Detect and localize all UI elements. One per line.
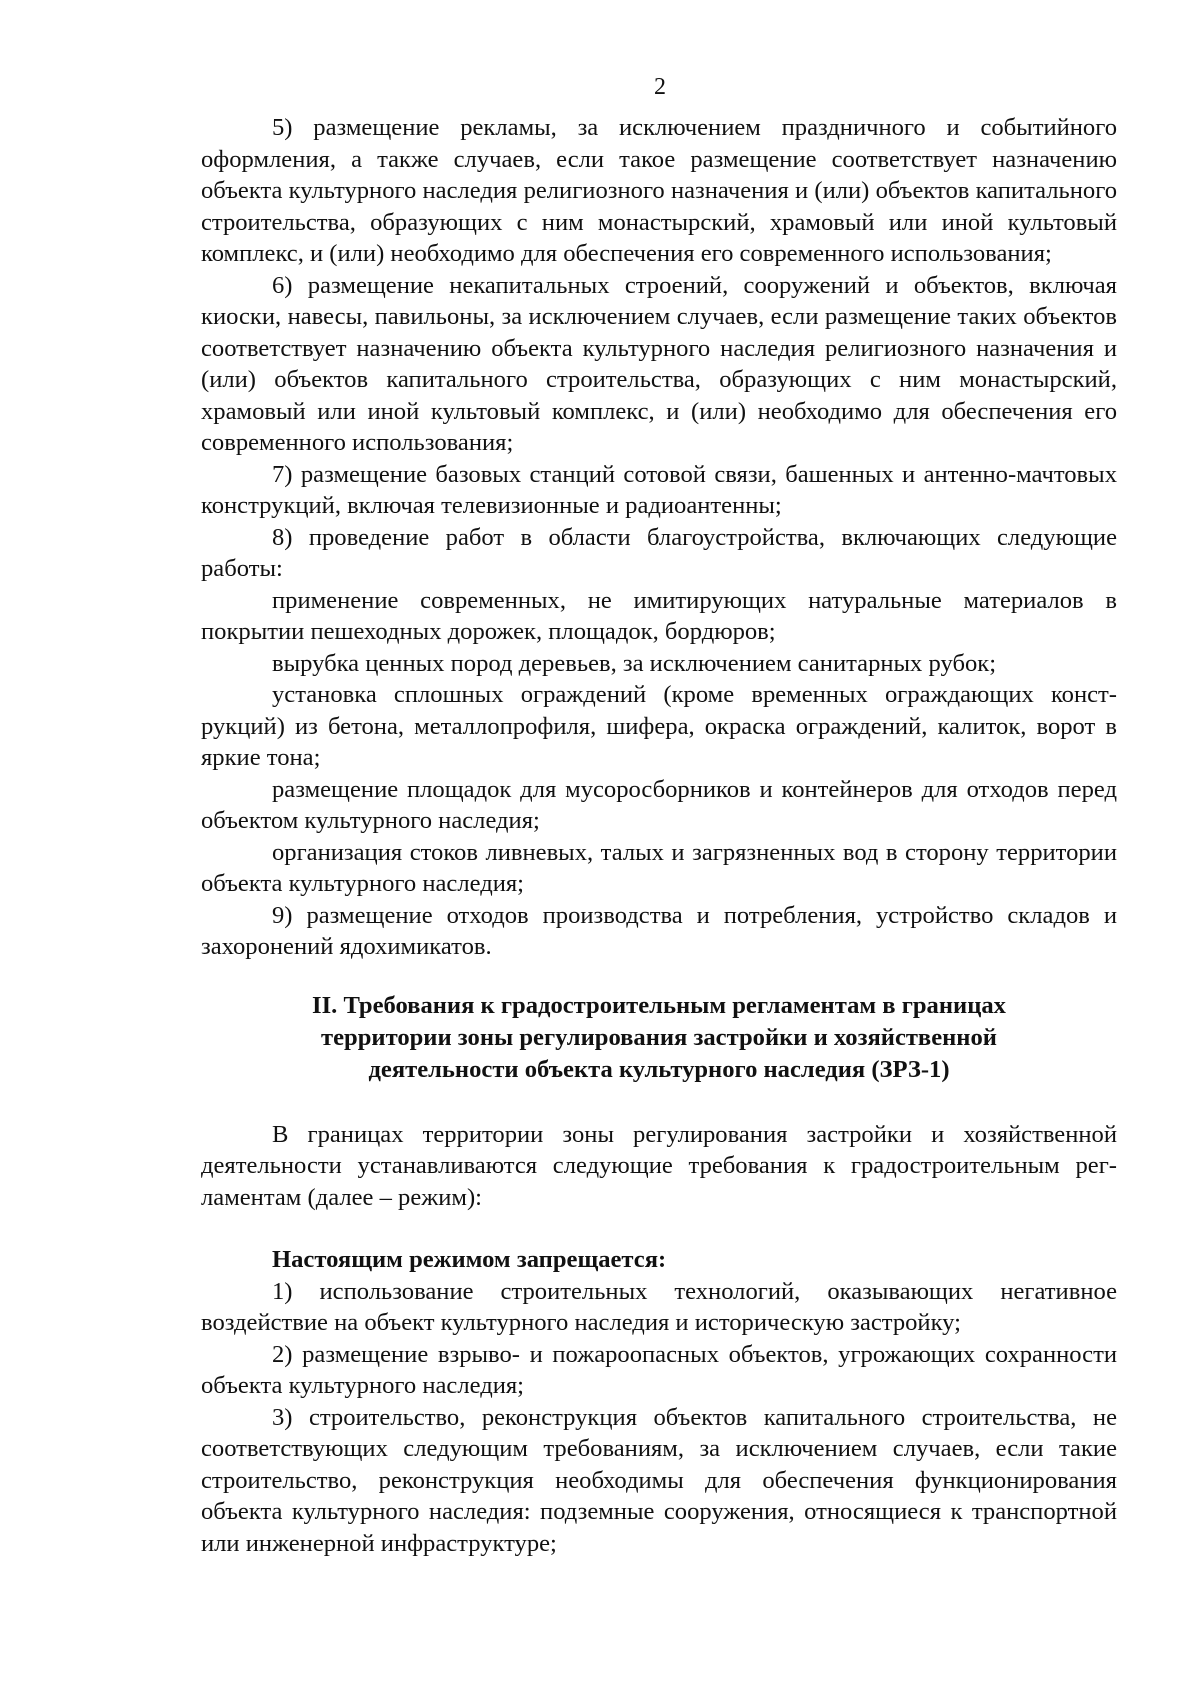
prohibition-2-explosive-objects: 2) размещение взрыво- и пожароопасных объектов, угрожающих сохранности объекта культурного наследия; (201, 1340, 1117, 1399)
section-heading (201, 990, 1117, 1086)
section-heading-line: деятельности объекта культурного наследия (ЗРЗ-1) (368, 1055, 950, 1083)
paragraph-9-waste-disposal: 9) размещение отходов производства и потребления, устройство складов и захоронений ядохимикатов. (201, 901, 1117, 960)
paragraph-8-landscaping: 8) проведение работ в области благоустройства, включающих следующие работы: (201, 523, 1117, 582)
subitem-storm-drainage: организация стоков ливневых, талых и загрязненных вод в сторону территории объекта культурного наследия; (201, 838, 1117, 897)
intro-paragraph: В границах территории зоны регулирования застройки и хозяйственной деятельности устанавливаются следующие требования к градостроительным регламентам (далее – режим): (201, 1120, 1117, 1211)
document-body (201, 112, 1117, 1559)
subitem-tree-felling: вырубка ценных пород деревьев, за исключением санитарных рубок; (272, 649, 997, 677)
subitem-modern-materials: применение современных, не имитирующих натуральные материалов в покрытии пешеходных дорожек, площадок, бордюров; (201, 586, 1117, 645)
prohibition-1-technologies: 1) использование строительных технологий, оказывающих негативное воздействие на объект культурного наследия и историческую застройку; (201, 1277, 1117, 1336)
subitem-solid-fences: установка сплошных ограждений (кроме временных ограждающих конструкций) из бетона, металлопрофиля, шифера, окраска ограждений, калиток, ворот в яркие тона; (201, 681, 1117, 771)
section-heading-line: II. Требования к градостроительным регламентам в границах (312, 991, 1006, 1019)
page-number: 2 (654, 74, 666, 100)
prohibition-3-construction: 3) строительство, реконструкция объектов капитального строительства, не соответствующих следующим требованиям, за исключением случаев, если такие строительство, реконструкция необходимы для обеспечения функционирования объекта культурного наследия: подземные сооружения, относящиеся к транспортной или инженерной инфраструктуре; (201, 1403, 1117, 1557)
prohibition-lead: Настоящим режимом запрещается: (272, 1246, 667, 1273)
section-heading-line: территории зоны регулирования застройки и хозяйственной (321, 1023, 997, 1051)
paragraph-6-temporary-structures: 6) размещение некапитальных строений, сооружений и объектов, включая киоски, навесы, павильоны, за исключением случаев, если размещение таких объектов соответствует назначению объекта культурного наследия религиозного назначения и (или) объектов капитального строительства, образующих с ним монастырский, храмовый или иной культовый комплекс, и (или) необходимо для обеспечения его современного использования; (201, 271, 1117, 456)
paragraph-7-cell-towers: 7) размещение базовых станций сотовой связи, башенных и антенно-мачтовых конструкций, включая телевизионные и радиоантенны; (201, 460, 1117, 519)
paragraph-5-advertising: 5) размещение рекламы, за исключением праздничного и событийного оформления, а также случаев, если такое размещение соответствует назначению объекта культурного наследия религиозного назначения и (или) объектов капитального строительства, образующих с ним монастырский, храмовый или иной культовый комплекс, и (или) необходимо для обеспечения его современного использования; (201, 114, 1117, 267)
subitem-waste-containers: размещение площадок для мусоросборников и контейнеров для отходов перед объектом культурного наследия; (201, 775, 1117, 834)
